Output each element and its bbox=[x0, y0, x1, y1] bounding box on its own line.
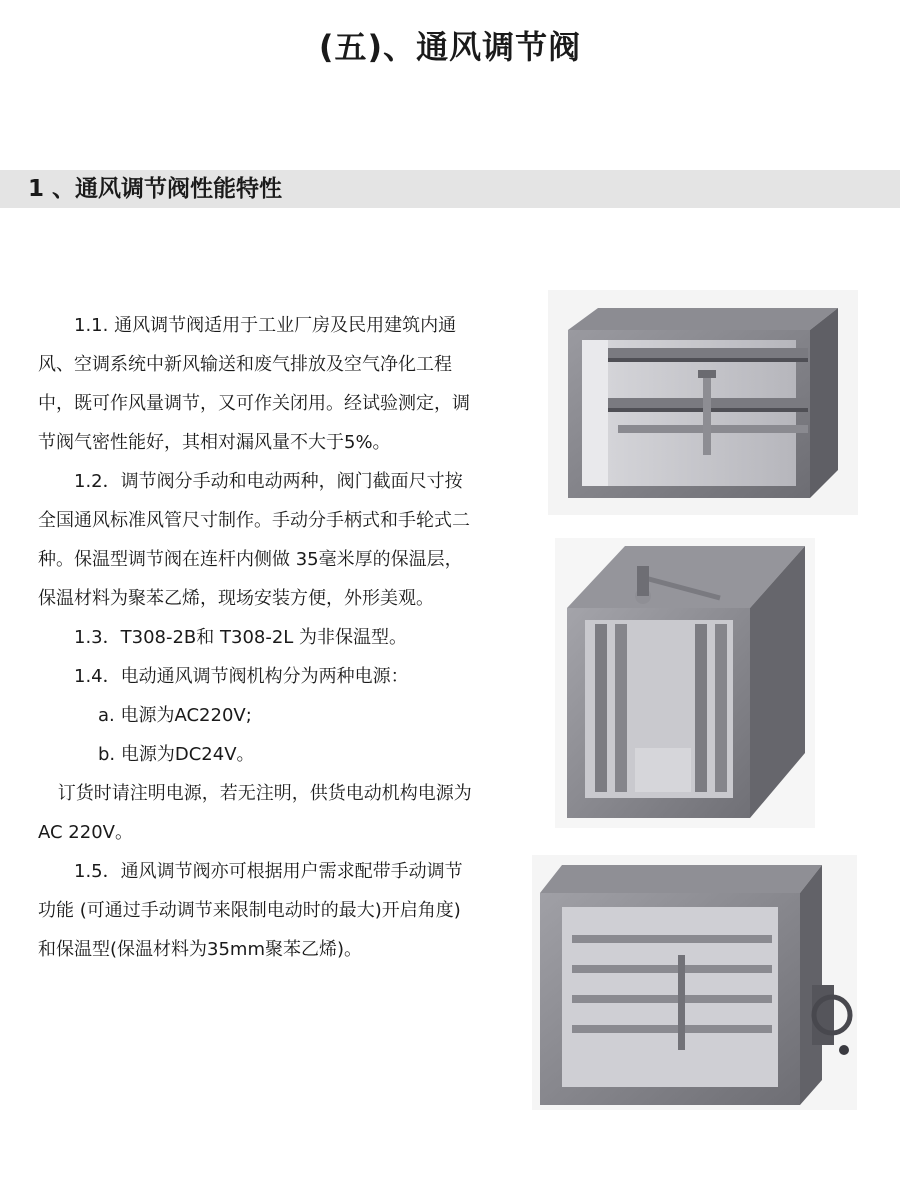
air-damper-photo bbox=[548, 290, 858, 515]
page-title: (五)、通风调节阀 bbox=[318, 28, 582, 66]
section-title: 1 、通风调节阀性能特性 bbox=[28, 176, 283, 202]
power-option-b: b. 电源为DC24V。 bbox=[98, 744, 255, 765]
paragraph-1-2: 1.2．调节阀分手动和电动两种，阀门截面尺寸按全国通风标准风管尺寸制作。手动分手柄式和手轮式二种。保温型调节阀在连杆内侧做 35毫米厚的保温层，保温材料为聚苯乙烯，现场安装方便，外形美观。 bbox=[38, 471, 470, 609]
paragraph-1-3: 1.3．T308-2B和 T308-2L 为非保温型。 bbox=[74, 627, 408, 648]
paragraph-1-4: 1.4．电动通风调节阀机构分为两种电源： bbox=[74, 666, 409, 687]
order-note: 订货时请注明电源，若无注明，供货电动机构电源为AC 220V。 bbox=[38, 783, 472, 843]
section-header bbox=[0, 170, 900, 208]
paragraph-1-1: 1.1. 通风调节阀适用于工业厂房及民用建筑内通风、空调系统中新风输送和废气排放及空气净化工程中，既可作风量调节，又可作关闭用。经试验测定，调节阀气密性能好，其相对漏风量不大于5%。 bbox=[38, 315, 470, 453]
paragraph-1-5: 1.5．通风调节阀亦可根据用户需求配带手动调节功能 (可通过手动调节来限制电动时的最大)开启角度)和保温型(保温材料为35mm聚苯乙烯)。 bbox=[38, 861, 463, 960]
insulated-damper-photo bbox=[555, 538, 815, 828]
power-option-a: a. 电源为AC220V; bbox=[98, 705, 252, 726]
body-text bbox=[38, 306, 478, 969]
handwheel-damper-photo bbox=[532, 855, 857, 1110]
